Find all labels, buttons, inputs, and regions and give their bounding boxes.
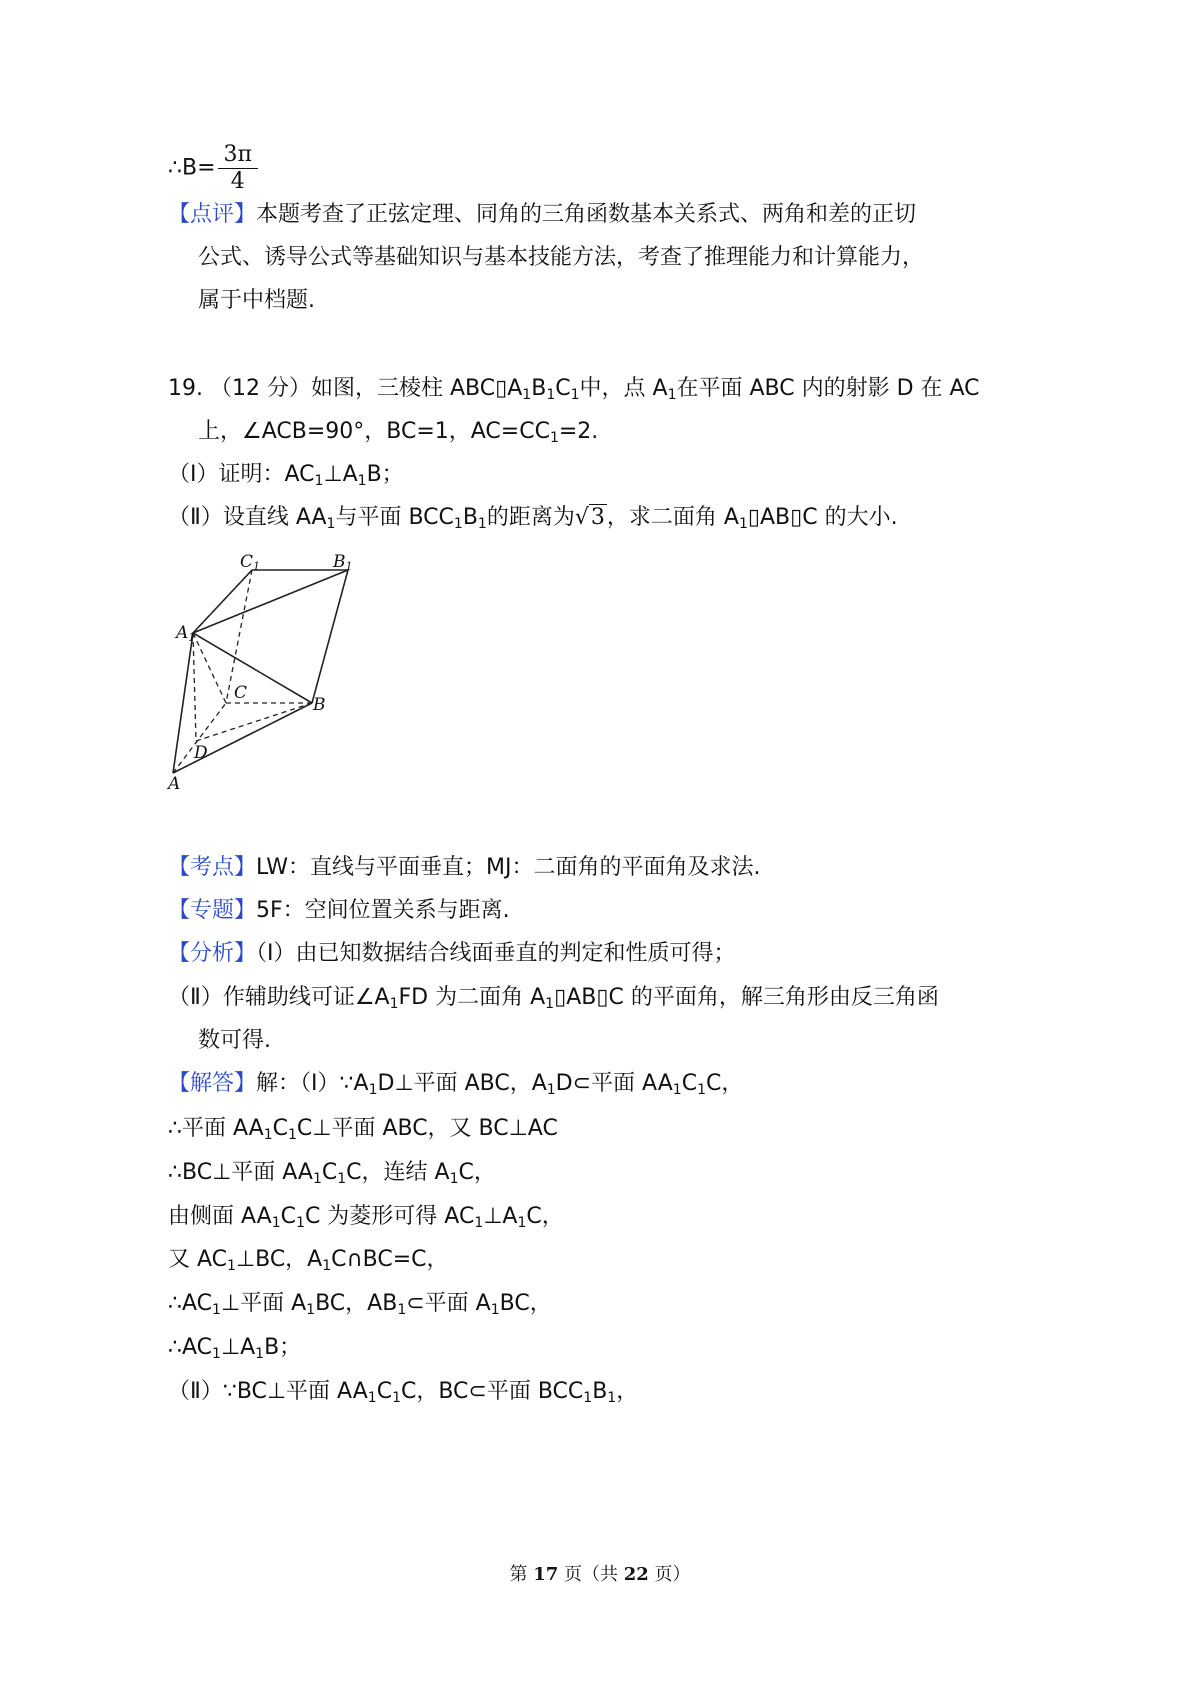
edge-a-a1: [173, 633, 193, 773]
previous-conclusion: [168, 142, 258, 195]
jieda-line-4: 由侧面 $AA_1C_1C$ 为菱形可得 $AC_1\perp A_1C$，: [168, 1204, 564, 1231]
problem-number: 19.: [168, 376, 203, 401]
jieda-line-6: $\therefore AC_1\perp$平面 $A_1BC$，$AB_1\subset$平面 $A_1BC$，: [168, 1291, 552, 1318]
fraction: [218, 142, 258, 195]
jieda-line-1: 【解答】解：$(Ⅰ)\because A_1D\perp$平面 ABC，$A_1D\subset$平面 $AA_1C_1C$，: [168, 1071, 744, 1098]
comment-line-3: 属于中档题.: [198, 288, 315, 313]
label-b1: B1: [333, 552, 353, 573]
fraction-numerator: 3π: [218, 142, 258, 169]
problem-line-2: 上，∠ACB=90°，BC=1，$AC=CC_1=2$.: [198, 419, 599, 446]
zhuanti-line: 【专题】5F：空间位置关系与距离.: [168, 898, 510, 923]
prism-figure: [160, 545, 380, 795]
page-footer: 第 17 页（共 22 页）: [509, 1564, 691, 1585]
problem-score: （12 分）: [210, 376, 311, 401]
sqrt-expression: √3: [574, 505, 605, 530]
comment-line-2: 公式、诱导公式等基础知识与基本技能方法，考查了推理能力和计算能力，: [198, 245, 925, 270]
total-pages: 22: [623, 1564, 649, 1585]
edge-a1-b1: [193, 570, 348, 633]
jieda-tag: 【解答】: [168, 1071, 257, 1096]
jieda-line-8: （Ⅱ）∵BC⊥平面 $AA_1C_1C$，BC⊂平面 $BCC_1B_1$，: [168, 1379, 639, 1406]
label-b: B: [313, 695, 326, 715]
jieda-line-5: 又 $AC_1\perp BC$，$A_1C\cap BC=C$，: [168, 1247, 449, 1274]
edge-b1-b: [312, 570, 348, 703]
edge-d-b: [196, 703, 312, 741]
label-c1: C1: [240, 552, 261, 573]
label-d: D: [194, 743, 208, 763]
kaodian-line: 【考点】LW：直线与平面垂直；MJ：二面角的平面角及求法.: [168, 855, 761, 880]
fraction-denominator: 4: [230, 169, 245, 194]
problem-part-1: （Ⅰ）证明：$AC_1\perp A_1B$；: [168, 462, 404, 489]
problem-part-2: （Ⅱ）设直线 $AA_1$与平面 $BCC_1B_1$的距离为√3，求二面角 $A_1▯AB▯C$ 的大小.: [168, 505, 898, 532]
label-a1: A1: [176, 623, 196, 644]
jieda-line-3: ∴BC⊥平面 $AA_1C_1C$，连结 $A_1C$，: [168, 1160, 496, 1187]
current-page: 17: [533, 1564, 559, 1585]
fenxi-line-2: （Ⅱ）作辅助线可证$\angle A_1FD$ 为二面角 $A_1▯AB▯C$ 的平面角，解三角形由反三角函: [168, 985, 939, 1012]
label-c: C: [234, 683, 248, 703]
edge-a1-d: [193, 633, 196, 741]
comment-line-1: 【点评】本题考查了正弦定理、同角的三角函数基本关系式、两角和差的正切: [168, 202, 917, 227]
fenxi-line-3: 数可得.: [198, 1028, 271, 1053]
label-a: A: [168, 774, 181, 794]
comment-tag: 【点评】: [168, 202, 257, 227]
fenxi-line-1: 【分析】（Ⅰ）由已知数据结合线面垂直的判定和性质可得；: [168, 941, 736, 966]
jieda-line-2: ∴平面 $AA_1C_1C\perp$平面 ABC，又 BC⊥AC: [168, 1116, 558, 1143]
edge-a1-b: [193, 633, 312, 703]
conclusion-prefix: ∴B=: [168, 155, 216, 181]
fenxi-tag: 【分析】: [168, 941, 257, 966]
jieda-line-7: $\therefore AC_1\perp A_1B$；: [168, 1335, 302, 1362]
kaodian-tag: 【考点】: [168, 855, 257, 880]
zhuanti-tag: 【专题】: [168, 898, 257, 923]
problem-line-1: 19. （12 分）如图，三棱柱 $ABC▯A_1B_1C_1$中，点 $A_1$在平面 ABC 内的射影 D 在 AC: [168, 376, 980, 403]
